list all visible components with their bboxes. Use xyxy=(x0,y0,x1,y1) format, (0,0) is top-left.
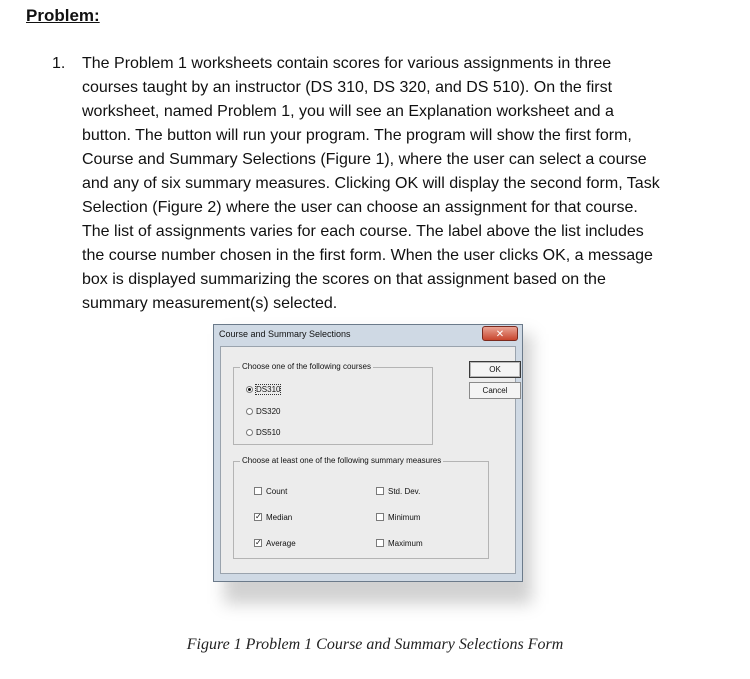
measure-label-average: Average xyxy=(266,539,296,548)
measure-label-count: Count xyxy=(266,487,288,496)
checkbox-minimum[interactable] xyxy=(376,513,384,521)
measures-frame xyxy=(233,456,489,559)
radio-ds320[interactable] xyxy=(246,408,253,415)
problem-heading: Problem: xyxy=(26,6,100,25)
course-label-ds510: DS510 xyxy=(256,428,281,437)
cancel-button[interactable]: Cancel xyxy=(469,382,521,399)
course-summary-dialog xyxy=(213,324,523,582)
close-button[interactable]: ✕ xyxy=(482,326,518,341)
course-label-ds320: DS320 xyxy=(256,407,281,416)
measure-label-maximum: Maximum xyxy=(388,539,423,548)
dialog-title: Course and Summary Selections xyxy=(219,329,351,339)
measure-label-minimum: Minimum xyxy=(388,513,421,522)
courses-frame-label: Choose one of the following courses xyxy=(242,362,371,371)
course-label-ds310: DS310 xyxy=(256,385,281,394)
dialog-titlebar[interactable] xyxy=(214,325,522,345)
dialog-client-area xyxy=(220,346,516,574)
radio-ds310[interactable] xyxy=(246,386,253,393)
list-number: 1. xyxy=(52,55,66,72)
checkbox-average[interactable]: ✓ xyxy=(255,538,262,547)
checkbox-count[interactable] xyxy=(254,487,262,495)
measure-label-median: Median xyxy=(266,513,293,522)
figure-caption: Figure 1 Problem 1 Course and Summary Selections Form xyxy=(186,636,564,653)
problem-paragraph: The Problem 1 worksheets contain scores for various assignments in three courses taught by an instructor (DS 310, DS 320, and DS 510). On the first worksheet, named Problem 1, you will see an Explanation worksheet and a button. The button will run your program. The program will show the first form, Course and Summary Selections (Figure 1), where the user can select a course and any of six summary measures. Clicking OK will display the second form, Task Selection (Figure 2) where the user can choose an assignment for that course. The list of assignments varies for each course. The label above the list includes the course number chosen in the first form. When the user clicks OK, a message box is displayed summarizing the scores on that assignment based on the summary measurement(s) selected. xyxy=(82,55,660,312)
courses-frame xyxy=(233,362,433,445)
checkbox-median[interactable]: ✓ xyxy=(255,512,262,521)
checkbox-maximum[interactable] xyxy=(376,539,384,547)
ok-button[interactable]: OK xyxy=(469,361,521,378)
measures-frame-label: Choose at least one of the following summary measures xyxy=(242,456,442,465)
checkbox-std-dev[interactable] xyxy=(376,487,384,495)
measure-label-std-dev: Std. Dev. xyxy=(388,487,421,496)
radio-ds510[interactable] xyxy=(246,429,253,436)
